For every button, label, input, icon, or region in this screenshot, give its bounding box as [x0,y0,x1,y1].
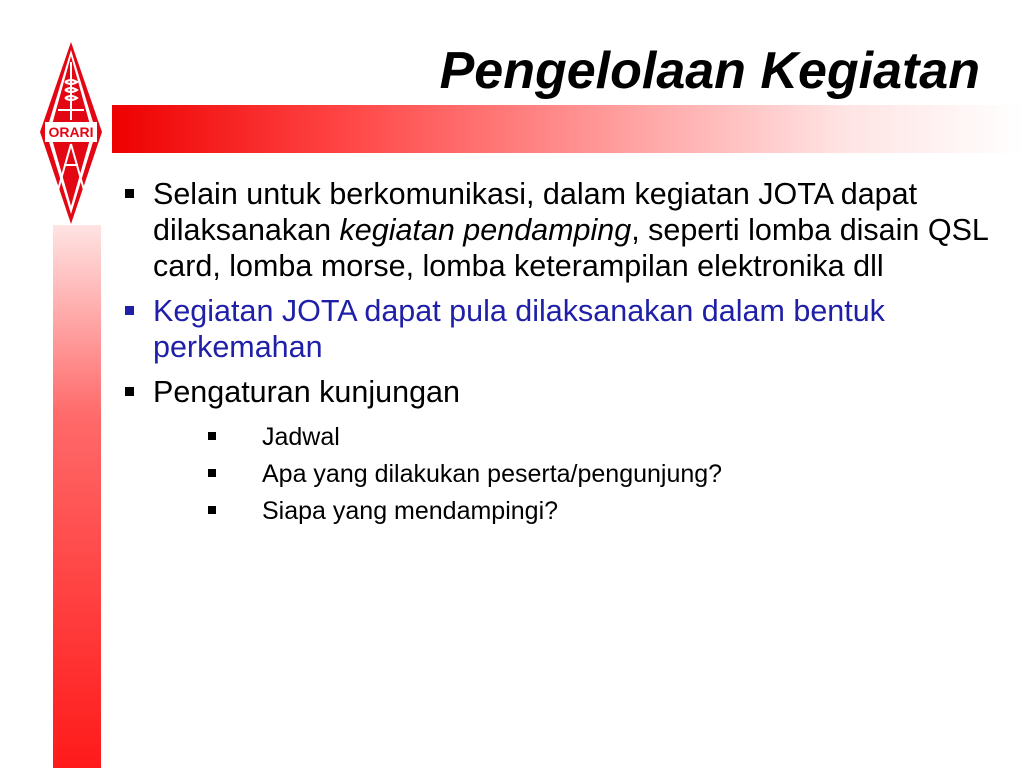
bullet-item [122,176,1012,284]
sub-bullet-text: Apa yang dilakukan peserta/pengunjung? [262,460,723,488]
orari-logo-graphic [36,40,106,230]
square-bullet-icon [125,387,134,396]
sub-bullet-text: Siapa yang mendampingi? [262,497,559,525]
slide-title: Pengelolaan Kegiatan [439,42,980,100]
bullet-text: , seperti lomba disain QSL card, lomba morse, lomba keterampilan elektronika dll [153,213,988,283]
bullet-item [122,374,1012,410]
square-bullet-icon [125,189,134,198]
bullet-text: Kegiatan JOTA dapat pula dilaksanakan dalam bentuk perkemahan [153,294,885,364]
bullet-italic-text: kegiatan pendamping [339,213,632,247]
square-bullet-icon [208,506,216,514]
bullet-list [122,176,1012,530]
bullet-text: Selain untuk berkomunikasi, dalam kegiatan JOTA dapat dilaksanakan [153,177,918,247]
bullet-text: Pengaturan kunjungan [153,375,460,409]
sub-bullet-item [122,419,1012,456]
orari-logo [36,40,106,230]
logo-text: ORARI [48,124,94,140]
sub-bullet-item [122,456,1012,493]
sub-bullet-text: Jadwal [262,423,340,451]
title-accent-bar [112,105,1024,153]
square-bullet-icon [125,306,134,315]
left-accent-bar [53,225,101,768]
square-bullet-icon [208,432,216,440]
sub-bullet-item [122,493,1012,530]
bullet-item [122,293,1012,365]
square-bullet-icon [208,469,216,477]
